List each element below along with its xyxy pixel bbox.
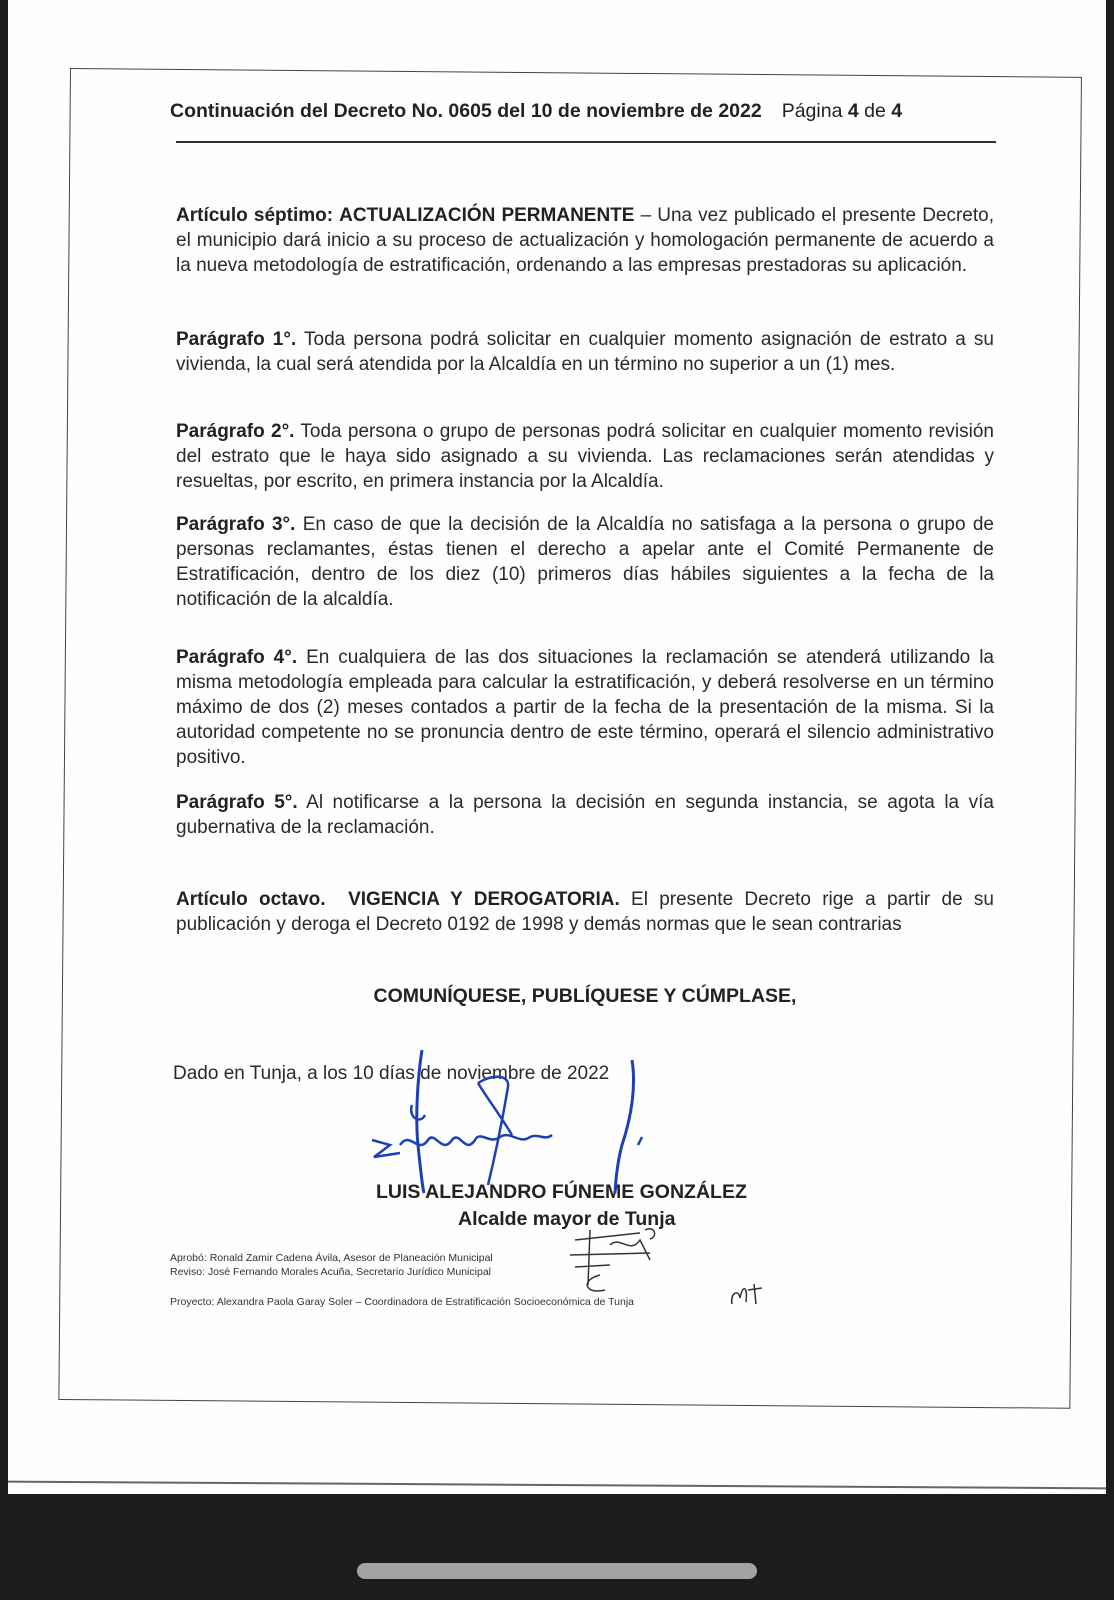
article-eighth: Artículo octavo. VIGENCIA Y DEROGATORIA. El presente Decreto rige a partir de su publicación y deroga el Decreto 0192 de 1998 y demás normas que le sean contrarias bbox=[176, 889, 994, 935]
closing-formula: COMUNÍQUESE, PUBLÍQUESE Y CÚMPLASE, bbox=[373, 985, 797, 1007]
project-initials bbox=[728, 1280, 766, 1308]
page-number: Página 4 de 4 bbox=[781, 100, 903, 122]
signer-name: LUIS ALEJANDRO FÚNEME GONZÁLEZ bbox=[376, 1181, 747, 1203]
document-header bbox=[170, 100, 988, 123]
signer-role: Alcalde mayor de Tunja bbox=[458, 1208, 676, 1230]
mayor-signature bbox=[360, 1045, 670, 1195]
header-title: Continuación del Decreto No. 0605 del 10 de noviembre de 2022 bbox=[170, 100, 762, 122]
home-indicator-bar[interactable] bbox=[357, 1563, 757, 1579]
page-bottom-edge bbox=[8, 1481, 1106, 1490]
paragraph-4: Parágrafo 4°. En cualquiera de las dos situaciones la reclamación se atenderá utilizando la misma metodología empleada para calcular la estratificación, y deberá resolverse en un término máximo de dos (2) meses contados a partir de la fecha de la presentación de la misma. Si la autoridad competente no se pronuncia dentro de este término, operará el silencio administrativo positivo. bbox=[176, 647, 994, 768]
paragraph-1: Parágrafo 1°. Toda persona podrá solicitar en cualquier momento asignación de estrato a su vivienda, la cual será atendida por la Alcaldía en un término no superior a un (1) mes. bbox=[176, 329, 994, 375]
approved-by-note: Aprobó: Ronald Zamir Cadena Ávila, Asesor de Planeación Municipal bbox=[170, 1252, 493, 1264]
article-seventh: Artículo séptimo: ACTUALIZACIÓN PERMANENTE – Una vez publicado el presente Decreto, el municipio dará inicio a su proceso de actualización y homologación permanente de acuerdo a la nueva metodología de estratificación, ordenando a las empresas prestadoras su aplicación. bbox=[176, 205, 994, 276]
issue-place-date: Dado en Tunja, a los 10 días de noviembre de 2022 bbox=[173, 1063, 610, 1084]
paragraph-5: Parágrafo 5°. Al notificarse a la persona la decisión en segunda instancia, se agota la vía gubernativa de la reclamación. bbox=[176, 792, 994, 838]
article-heading: ACTUALIZACIÓN PERMANENTE bbox=[339, 205, 635, 226]
paragraph-3: Parágrafo 3°. En caso de que la decisión de la Alcaldía no satisfaga a la persona o grupo de personas reclamantes, éstas tienen el derecho a apelar ante el Comité Permanente de Estratificación, dentro de los diez (10) primeros días hábiles siguientes a la fecha de la notificación de la alcaldía. bbox=[176, 514, 994, 610]
approval-initials bbox=[570, 1225, 680, 1305]
paragraph-2: Parágrafo 2°. Toda persona o grupo de personas podrá solicitar en cualquier momento revisión del estrato que le haya sido asignado a su vivienda. Las reclamaciones serán atendidas y resueltas, por escrito, en primera instancia por la Alcaldía. bbox=[176, 421, 994, 492]
viewer-edge bbox=[0, 0, 8, 1494]
reviewed-by-note: Reviso: José Fernando Morales Acuña, Secretario Jurídico Municipal bbox=[170, 1266, 491, 1278]
drafted-by-note: Proyecto: Alexandra Paola Garay Soler – Coordinadora de Estratificación Socioeconómica de Tunja bbox=[170, 1296, 635, 1308]
header-divider bbox=[176, 141, 996, 143]
